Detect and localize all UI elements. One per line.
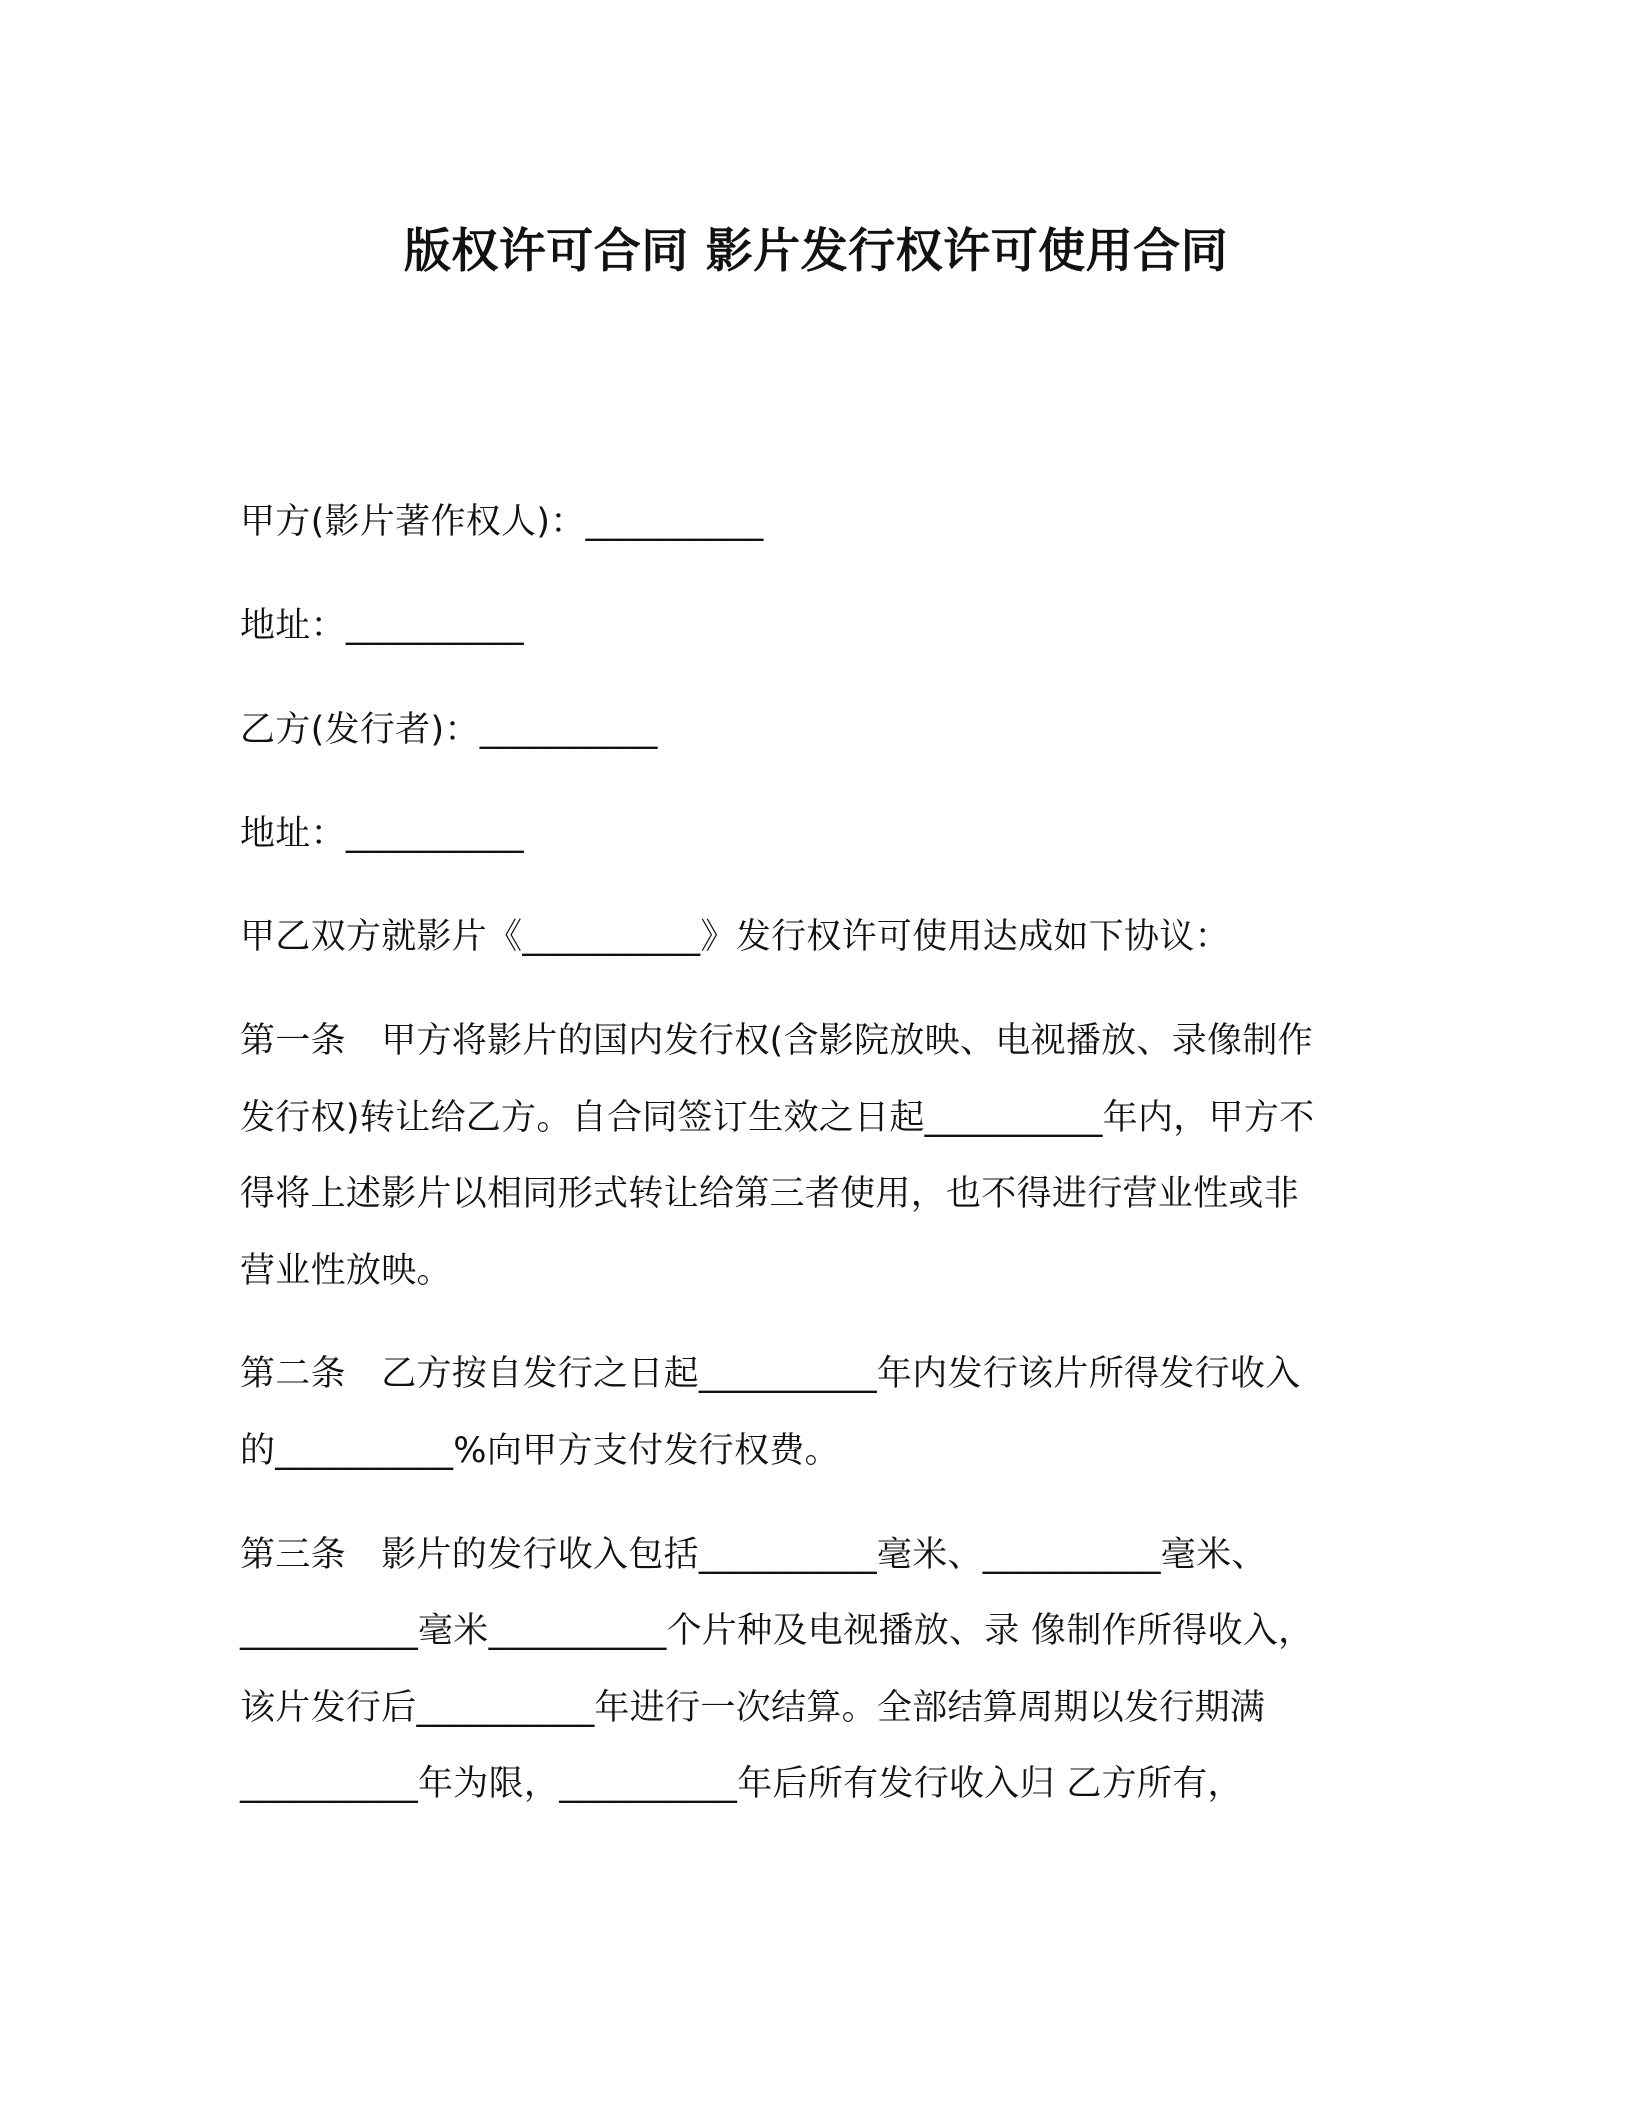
article-3-line-2: __________毫米__________个片种及电视播放、录 像制作所得收入， <box>240 1611 1314 1651</box>
article-2-line-2: 的__________%向甲方支付发行权费。 <box>240 1431 840 1471</box>
article-3-line-1: 第三条 影片的发行收入包括__________毫米、__________毫米、 <box>240 1535 1267 1575</box>
article-2-line-1: 第二条 乙方按自发行之日起__________年内发行该片所得发行收入 <box>240 1354 1301 1394</box>
party-b-address-line: 地址：__________ <box>240 814 524 854</box>
article-1-line-2: 发行权)转让给乙方。自合同签订生效之日起__________年内，甲方不 <box>240 1098 1315 1138</box>
article-3-line-3: 该片发行后__________年进行一次结算。全部结算周期以发行期满 <box>240 1688 1266 1728</box>
article-3-line-4: __________年为限，__________年后所有发行收入归 乙方所有， <box>240 1764 1243 1804</box>
party-a-address-line: 地址：__________ <box>240 606 524 646</box>
party-b-line: 乙方(发行者)：__________ <box>240 710 658 750</box>
article-1-line-3: 得将上述影片以相同形式转让给第三者使用，也不得进行营业性或非 <box>240 1174 1300 1214</box>
article-1-line-1: 第一条 甲方将影片的国内发行权(含影院放映、电视播放、录像制作 <box>240 1021 1313 1061</box>
party-a-line: 甲方(影片著作权人)：__________ <box>240 502 764 542</box>
agreement-intro-line: 甲乙双方就影片《__________》发行权许可使用达成如下协议： <box>240 917 1230 957</box>
article-1-line-4: 营业性放映。 <box>240 1251 452 1291</box>
document-title: 版权许可合同 影片发行权许可使用合同 <box>403 224 1229 279</box>
